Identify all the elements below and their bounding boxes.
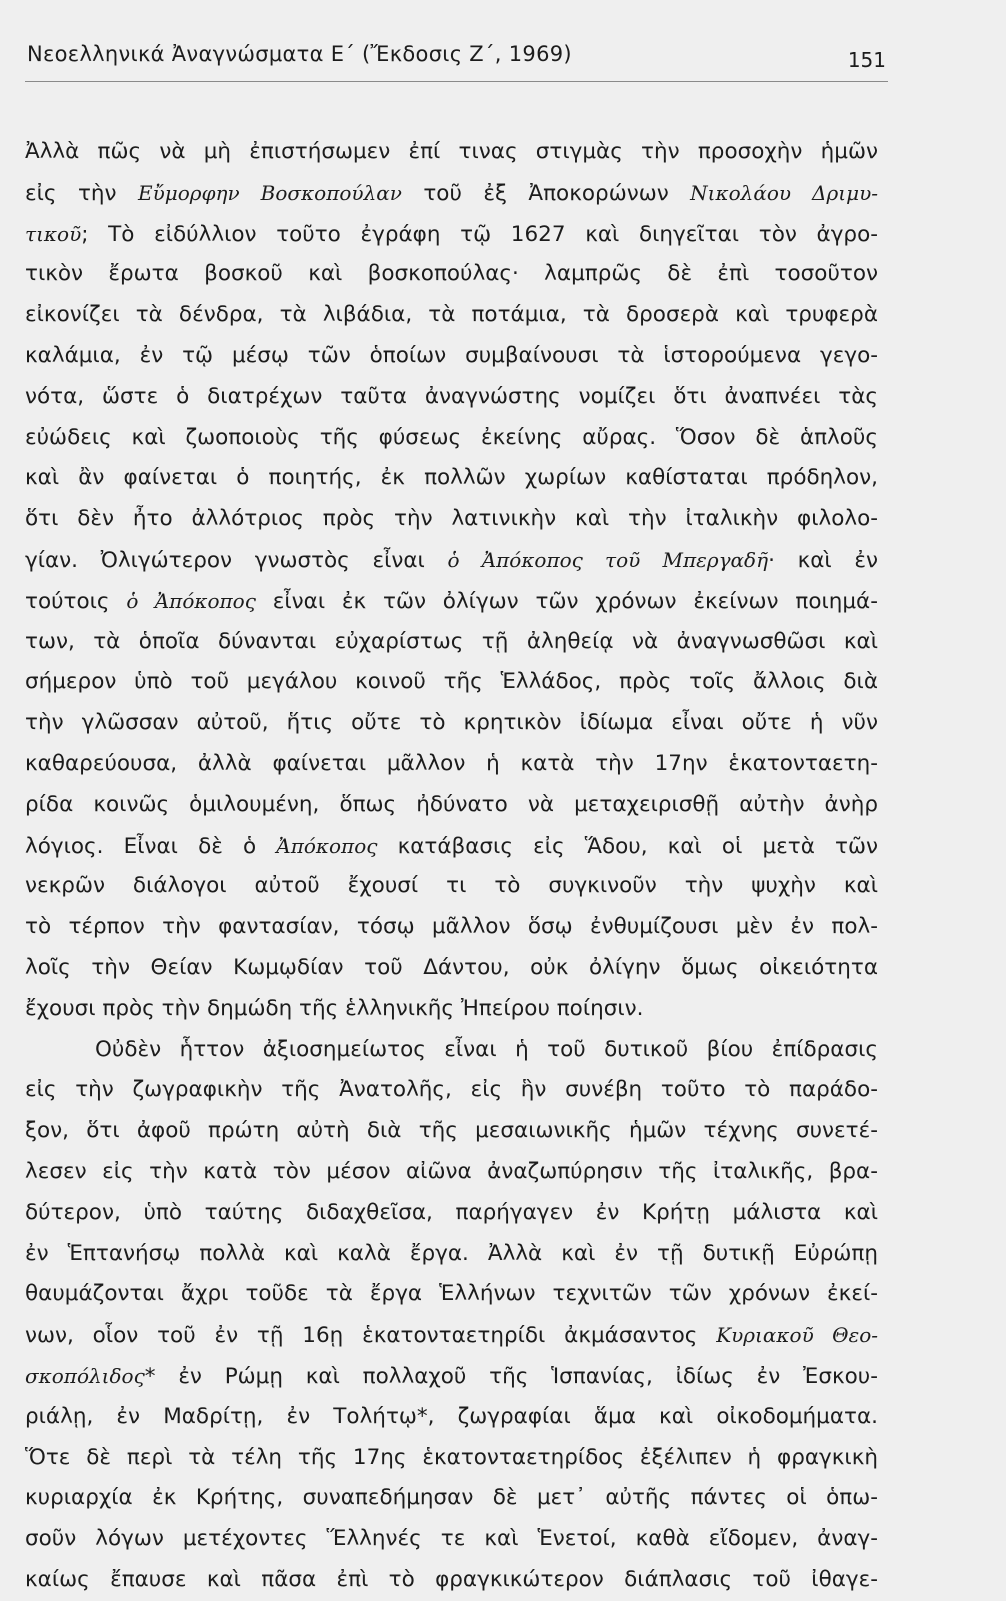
text-span: λεσεν εἰς τὴν κατὰ τὸν μέσον αἰῶνα ἀναζωπύρησιν τῆς ἰταλικῆς, βρα- [25, 1158, 878, 1184]
text-line [25, 785, 878, 826]
text-span: καὶ ἂν φαίνεται ὁ ποιητής, ἐκ πολλῶν χωρίων καθίσταται πρόδηλον, [25, 465, 878, 491]
text-span: εἰς τὴν [25, 180, 138, 206]
page-number: 151 [847, 48, 886, 72]
text-line [25, 866, 878, 907]
text-line [25, 1438, 878, 1479]
text-span: καθαρεύουσα, ἀλλὰ φαίνεται μᾶλλον ἡ κατὰ τὴν 17ην ἑκατονταετη- [25, 750, 878, 776]
text-span: τὸ τέρπον τὴν φαντασίαν, τόσῳ μᾶλλον ὅσῳ ἐνθυμίζουσι μὲν ἐν πολ- [25, 914, 878, 940]
text-line [25, 377, 878, 418]
text-span: νεκρῶν διάλογοι αὐτοῦ ἔχουσί τι τὸ συγκινοῦν τὴν ψυχὴν καὶ [25, 873, 878, 899]
running-head: Νεοελληνικά Ἀναγνώσματα Ε΄ (Ἔκδοσις Ζ΄, 1969) [27, 42, 572, 66]
body-text [25, 132, 878, 1601]
italic-span: τικοῦ [25, 221, 82, 246]
text-line [25, 458, 878, 499]
text-span: εἰς τὴν ζωγραφικὴν τῆς Ἀνατολῆς, εἰς ἣν συνέβη τοῦτο τὸ παράδο- [25, 1077, 878, 1103]
text-line [25, 826, 878, 867]
text-span: ρίδα κοινῶς ὁμιλουμένη, ὅπως ἠδύνατο νὰ μεταχειρισθῇ αὐτὴν ἀνὴρ [25, 791, 878, 817]
text-line [25, 499, 878, 540]
text-span: Οὐδὲν ἧττον ἀξιοσημείωτος εἶναι ἡ τοῦ δυτικοῦ βίου ἐπίδρασις [95, 1036, 878, 1062]
text-line [25, 336, 878, 377]
text-span: εἰκονίζει τὰ δένδρα, τὰ λιβάδια, τὰ ποτάμια, τὰ δροσερὰ καὶ τρυφερὰ [25, 302, 878, 328]
text-line [25, 1070, 878, 1111]
text-span: ἔχουσι πρὸς τὴν δημώδη τῆς ἑλληνικῆς Ἠπείρου ποίησιν. [25, 995, 644, 1021]
text-line [25, 540, 878, 581]
italic-span: Ἀπόκοπος [276, 833, 378, 858]
page-header [25, 42, 886, 82]
text-span: τικὸν ἔρωτα βοσκοῦ καὶ βοσκοπούλας· λαμπρῶς δὲ ἐπὶ τοσοῦτον [25, 261, 878, 287]
text-span: των, τὰ ὁποῖα δύνανται εὐχαρίστως τῇ ἀληθείᾳ νὰ ἀναγνωσθῶσι καὶ [25, 628, 878, 654]
text-line [25, 132, 878, 173]
text-span: Ἀλλὰ πῶς νὰ μὴ ἐπιστήσωμεν ἐπί τινας στιγμὰς τὴν προσοχὴν ἡμῶν [25, 139, 878, 164]
text-span: σήμερον ὑπὸ τοῦ μεγάλου κοινοῦ τῆς Ἑλλάδος, πρὸς τοῖς ἄλλοις διὰ [25, 669, 878, 695]
text-span: ὅτι δὲν ἦτο ἀλλότριος πρὸς τὴν λατινικὴν καὶ τὴν ἰταλικὴν φιλολο- [25, 506, 878, 532]
text-span: τούτοις [25, 588, 127, 614]
text-line [25, 1356, 878, 1397]
text-span: δύτερον, ὑπὸ ταύτης διδαχθεῖσα, παρήγαγεν ἐν Κρήτῃ μάλιστα καὶ [25, 1199, 878, 1225]
text-line [25, 703, 878, 744]
text-line [25, 1152, 878, 1193]
text-span: κυριαρχία ἐκ Κρήτης, συναπεδήμησαν δὲ μετ᾽ αὐτῆς πάντες οἱ ὁπω- [25, 1485, 878, 1511]
text-span: Ὅτε δὲ περὶ τὰ τέλη τῆς 17ης ἑκατονταετηρίδος ἐξέλιπεν ἡ φραγκικὴ [25, 1444, 878, 1470]
italic-span: Εὔμορφην Βοσκοπούλαν [138, 180, 402, 205]
text-line [25, 173, 878, 214]
italic-span: ὁ Ἀπόκοπος [126, 588, 256, 613]
text-line [25, 295, 878, 336]
text-line [25, 254, 878, 295]
text-line [25, 418, 878, 459]
text-span: · καὶ ἐν [768, 547, 878, 573]
text-span: εἶναι ἐκ τῶν ὀλίγων τῶν χρόνων ἐκείνων ποιημά- [255, 588, 878, 614]
text-line [25, 1274, 878, 1315]
italic-span: ὁ Ἀπόκοπος τοῦ Μπεργαδῆ [447, 547, 769, 572]
text-line [25, 1560, 878, 1601]
text-line [25, 744, 878, 785]
text-line [25, 989, 878, 1030]
text-span: ριάλῃ, ἐν Μαδρίτῃ, ἐν Τολήτῳ*, ζωγραφίαι ἅμα καὶ οἰκοδομήματα. [25, 1403, 878, 1429]
text-line [25, 214, 878, 255]
text-line [25, 948, 878, 989]
text-span: τὴν γλῶσσαν αὐτοῦ, ἥτις οὔτε τὸ κρητικὸν ἰδίωμα εἶναι οὔτε ἡ νῦν [25, 710, 878, 736]
text-line [25, 907, 878, 948]
text-span: καίως ἔπαυσε καὶ πᾶσα ἐπὶ τὸ φραγκικώτερον διάπλασις τοῦ ἰθαγε- [25, 1566, 878, 1592]
text-line [25, 1519, 878, 1560]
text-span: νων, οἷον τοῦ ἐν τῇ 16ῃ ἑκατονταετηρίδι ἀκμάσαντος [25, 1323, 717, 1349]
text-span: * ἐν Ρώμῃ καὶ πολλαχοῦ τῆς Ἱσπανίας, ἰδίως ἐν Ἐσκου- [144, 1363, 878, 1389]
text-span: σοῦν λόγων μετέχοντες Ἕλληνές τε καὶ Ἑνετοί, καθὰ εἴδομεν, ἀναγ- [25, 1526, 878, 1552]
text-span: θαυμάζονται ἄχρι τοῦδε τὰ ἔργα Ἑλλήνων τεχνιτῶν τῶν χρόνων ἐκεί- [25, 1281, 878, 1307]
text-line [25, 1315, 878, 1356]
text-span: ; Τὸ εἰδύλλιον τοῦτο ἐγράφη τῷ 1627 καὶ διηγεῖται τὸν ἀγρο- [81, 221, 878, 247]
italic-span: Νικολάου Δριμυ- [690, 180, 878, 205]
italic-span: σκοπόλιδος [25, 1363, 145, 1388]
text-line [25, 1030, 878, 1071]
text-line [25, 1397, 878, 1438]
text-span: γίαν. Ὀλιγώτερον γνωστὸς εἶναι [25, 547, 448, 573]
text-line [25, 622, 878, 663]
text-span: κατάβασις εἰς Ἅδου, καὶ οἱ μετὰ τῶν [377, 833, 878, 859]
text-line [25, 1234, 878, 1275]
text-line [25, 1111, 878, 1152]
header-rule [25, 81, 888, 82]
text-span: λοῖς τὴν Θείαν Κωμῳδίαν τοῦ Δάντου, οὐκ ὀλίγην ὅμως οἰκειότητα [25, 954, 878, 980]
text-span: ἐν Ἑπτανήσῳ πολλὰ καὶ καλὰ ἔργα. Ἀλλὰ καὶ ἐν τῇ δυτικῇ Εὐρώπῃ [25, 1240, 878, 1266]
text-span: ξον, ὅτι ἀφοῦ πρώτη αὐτὴ διὰ τῆς μεσαιωνικῆς ἡμῶν τέχνης συνετέ- [25, 1118, 878, 1144]
text-span: λόγιος. Εἶναι δὲ ὁ [25, 833, 277, 859]
text-span: εὐώδεις καὶ ζωοποιοὺς τῆς φύσεως ἐκείνης αὔρας. Ὅσον δὲ ἁπλοῦς [25, 424, 878, 450]
text-span: νότα, ὥστε ὁ διατρέχων ταῦτα ἀναγνώστης νομίζει ὅτι ἀναπνέει τὰς [25, 383, 878, 409]
italic-span: Κυριακοῦ Θεο- [716, 1323, 878, 1348]
text-span: τοῦ ἐξ Ἀποκορώνων [401, 180, 691, 206]
text-span: καλάμια, ἐν τῷ μέσῳ τῶν ὁποίων συμβαίνουσι τὰ ἱστορούμενα γεγο- [25, 342, 878, 368]
text-line [25, 1478, 878, 1519]
text-line [25, 1193, 878, 1234]
text-line [25, 662, 878, 703]
text-line [25, 581, 878, 622]
